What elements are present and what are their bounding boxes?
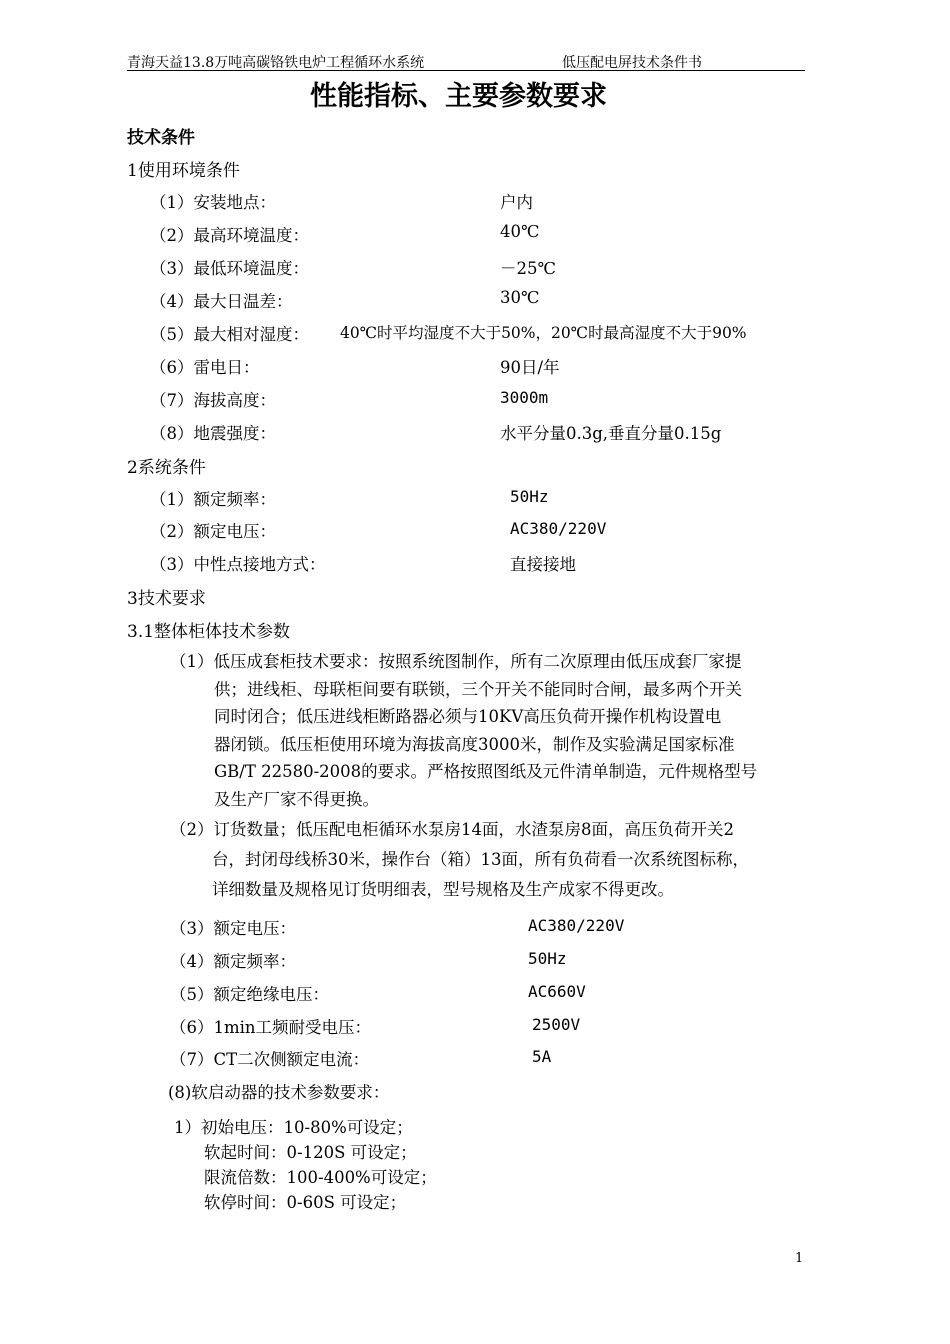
paragraph-1-line-2: 供；进线柜、母联柜间要有联锁，三个开关不能同时合闸，最多两个开关 (214, 679, 742, 699)
page-number: 1 (795, 1251, 804, 1266)
paragraph-1-line-6: 及生产厂家不得更换。 (214, 789, 379, 809)
section-heading: 技术条件 (127, 128, 195, 148)
paragraph-1-line-4: 器闭锁。低压柜使用环境为海拔高度3000米，制作及实验满足国家标准 (214, 734, 735, 754)
sys-value-1: 50Hz (510, 487, 549, 506)
env-label-7: （7）海拔高度： (150, 391, 276, 410)
paragraph-1-line-1: （1）低压成套柜技术要求：按照系统图制作，所有二次原理由低压成套厂家提 (170, 652, 742, 671)
page-title: 性能指标、主要参数要求 (310, 81, 607, 112)
tech-value-3: AC380/220V (528, 916, 625, 935)
env-label-6: （6）雷电日： (150, 358, 260, 377)
env-label-1: （1）安装地点： (150, 193, 276, 212)
tech-value-6: 2500V (532, 1015, 581, 1034)
env-label-3: （3）最低环境温度： (150, 259, 309, 278)
tech-value-4: 50Hz (528, 949, 567, 968)
env-value-7: 3000m (500, 388, 549, 407)
paragraph-2-line-1: （2）订货数量；低压配电柜循环水泵房14面，水渣泵房8面，高压负荷开关2 (170, 820, 734, 839)
tech-subheading: 3.1整体柜体技术参数 (127, 622, 291, 642)
sys-value-3: 直接接地 (510, 555, 576, 574)
env-label-4: （4）最大日温差： (150, 292, 293, 311)
soft-start-line-1: 1）初始电压：10-80%可设定； (174, 1118, 413, 1137)
paragraph-2-line-2: 台，封闭母线桥30米，操作台（箱）13面，所有负荷看一次系统图标称， (212, 850, 749, 869)
sys-label-2: （2）额定电压： (150, 522, 276, 541)
tech-heading: 3技术要求 (127, 589, 206, 609)
env-label-5: （5）最大相对湿度： (150, 325, 309, 344)
soft-start-line-2: 软起时间：0-120S 可设定； (204, 1143, 417, 1162)
paragraph-2 (170, 815, 806, 905)
system-heading: 2系统条件 (127, 458, 206, 478)
sys-value-2: AC380/220V (510, 519, 607, 538)
tech-value-7: 5A (532, 1047, 552, 1066)
env-value-2: 40℃ (500, 222, 540, 241)
tech-label-6: （6）1min工频耐受电压： (170, 1018, 372, 1037)
paragraph-1-line-3: 同时闭合；低压进线柜断路器必须与10KV高压负荷开操作机构设置电 (214, 707, 722, 726)
header-right: 低压配电屏技术条件书 (562, 55, 702, 71)
tech-value-5: AC660V (528, 982, 586, 1001)
env-value-8: 水平分量0.3g,垂直分量0.15g (500, 424, 722, 443)
env-value-6: 90日/年 (500, 358, 560, 377)
paragraph-1-line-5: GB/T 22580-2008的要求。严格按照图纸及元件清单制造，元件规格型号 (214, 762, 758, 781)
env-label-2: （2）最高环境温度： (150, 226, 309, 245)
soft-start-heading: (8)软启动器的技术参数要求： (168, 1083, 390, 1102)
header-rule (127, 70, 805, 71)
soft-start-line-3: 限流倍数：100-400%可设定； (204, 1168, 437, 1187)
paragraph-1 (170, 648, 806, 813)
env-value-3: －25℃ (500, 259, 556, 278)
tech-label-7: （7）CT二次侧额定电流： (170, 1050, 370, 1069)
env-value-1: 户内 (500, 193, 533, 212)
sys-label-3: （3）中性点接地方式： (150, 555, 326, 574)
paragraph-2-line-3: 详细数量及规格见订货明细表，型号规格及生产成家不得更改。 (212, 880, 674, 899)
env-value-5: 40℃时平均湿度不大于50%，20℃时最高湿度不大于90% (340, 324, 747, 342)
environment-heading: 1使用环境条件 (127, 161, 240, 181)
tech-label-3: （3）额定电压： (170, 919, 296, 938)
env-label-8: （8）地震强度： (150, 424, 276, 443)
soft-start-line-4: 软停时间：0-60S 可设定； (204, 1193, 407, 1212)
env-value-4: 30℃ (500, 288, 540, 307)
tech-label-4: （4）额定频率： (170, 952, 296, 971)
tech-label-5: （5）额定绝缘电压： (170, 985, 329, 1004)
header-left: 青海天益13.8万吨高碳铬铁电炉工程循环水系统 (127, 55, 425, 71)
sys-label-1: （1）额定频率： (150, 490, 276, 509)
